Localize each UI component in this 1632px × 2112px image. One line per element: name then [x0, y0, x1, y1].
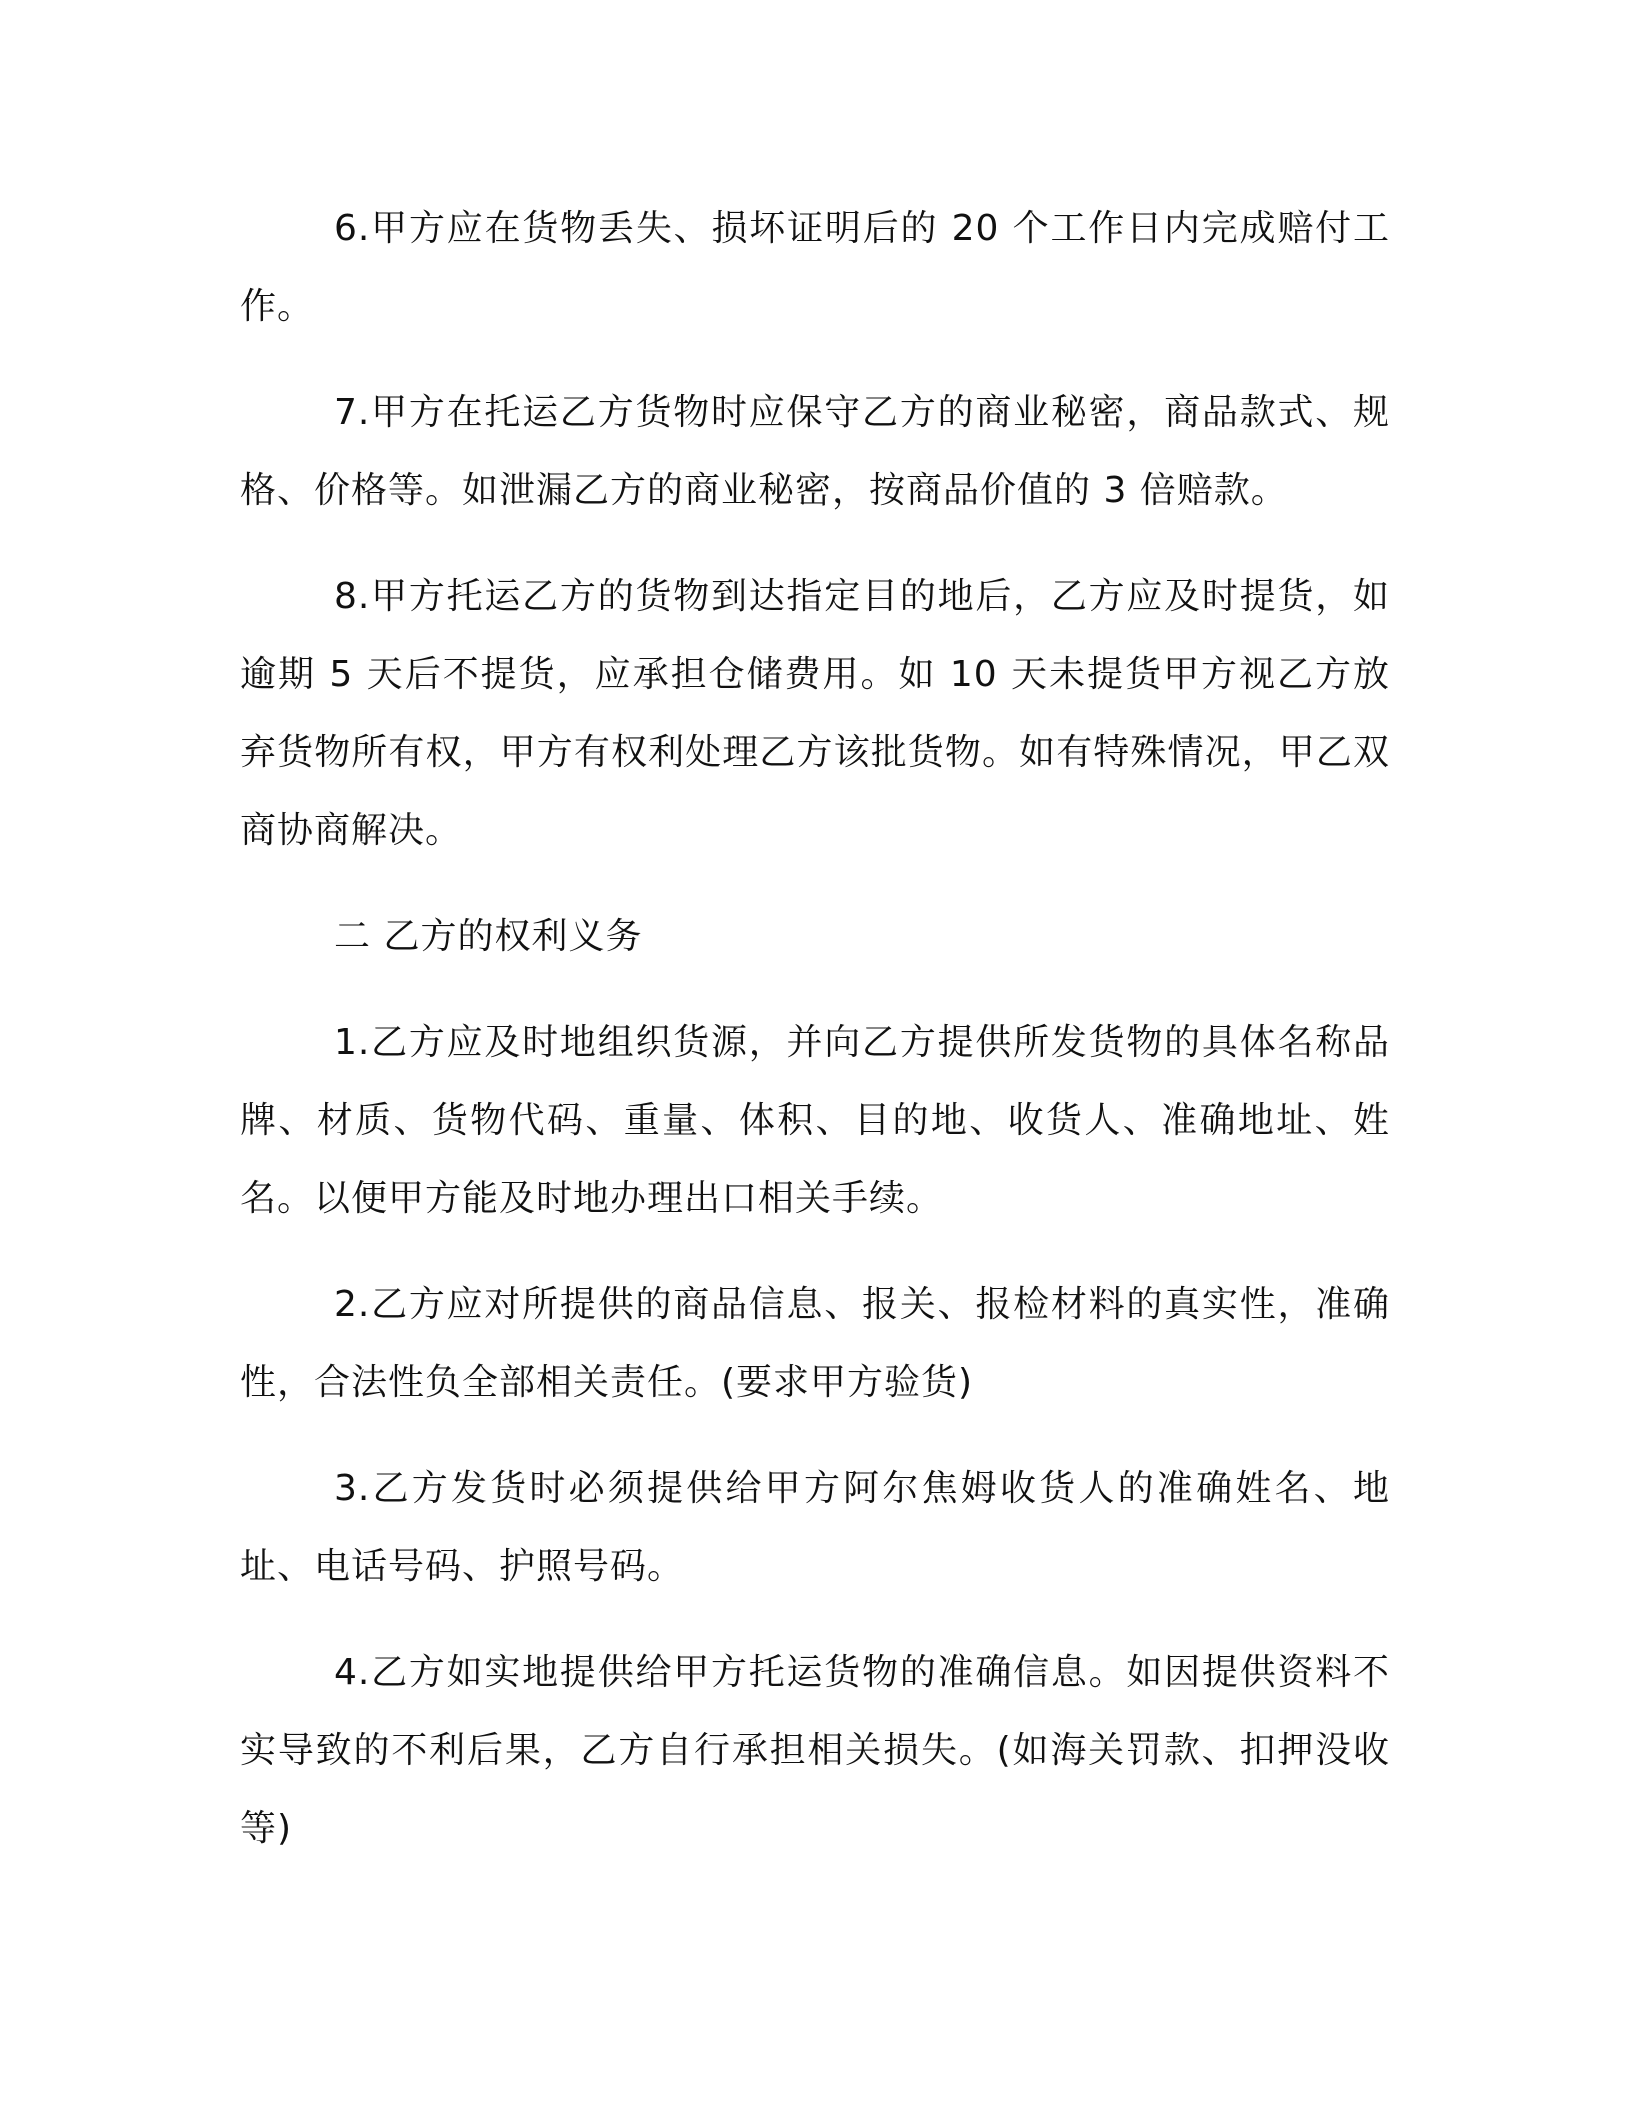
- clause-paragraph: 4.乙方如实地提供给甲方托运货物的准确信息。如因提供资料不实导致的不利后果，乙方自行承担相关损失。(如海关罚款、扣押没收等): [240, 1652, 1390, 1849]
- clause-paragraph: 2.乙方应对所提供的商品信息、报关、报检材料的真实性，准确性，合法性负全部相关责任。(要求甲方验货): [240, 1284, 1390, 1403]
- clause-paragraph: 3.乙方发货时必须提供给甲方阿尔焦姆收货人的准确姓名、地址、电话号码、护照号码。: [240, 1468, 1390, 1587]
- document-body: [240, 190, 1390, 1896]
- clause-paragraph: 1.乙方应及时地组织货源，并向乙方提供所发货物的具体名称品牌、材质、货物代码、重量、体积、目的地、收货人、准确地址、姓名。以便甲方能及时地办理出口相关手续。: [240, 1022, 1390, 1219]
- section-heading: 二 乙方的权利义务: [334, 916, 643, 957]
- clause-paragraph: 6.甲方应在货物丢失、损坏证明后的 20 个工作日内完成赔付工作。: [240, 208, 1390, 327]
- clause-paragraph: 8.甲方托运乙方的货物到达指定目的地后，乙方应及时提货，如逾期 5 天后不提货，应承担仓储费用。如 10 天未提货甲方视乙方放弃货物所有权，甲方有权利处理乙方该批货物。如有特殊情况，甲乙双商协商解决。: [240, 576, 1390, 851]
- clause-paragraph: 7.甲方在托运乙方货物时应保守乙方的商业秘密，商品款式、规格、价格等。如泄漏乙方的商业秘密，按商品价值的 3 倍赔款。: [240, 392, 1390, 511]
